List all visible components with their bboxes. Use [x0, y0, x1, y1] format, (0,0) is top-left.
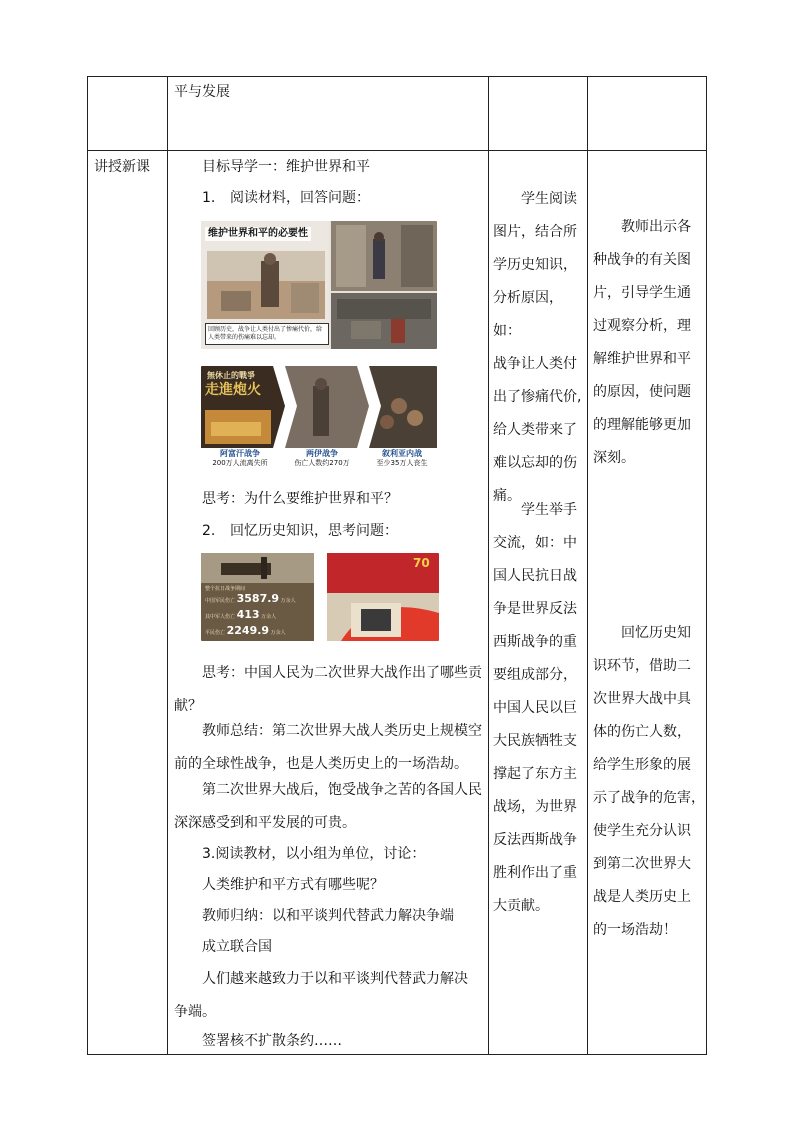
think-2-line-1: 思考：中国人民为二次世界大战作出了哪些贡: [202, 665, 482, 681]
teacher-1-line: 的原因，使问题: [593, 384, 691, 400]
stat-civilian-label: 平民伤亡: [205, 630, 226, 636]
student-2-line: 要组成部分，: [493, 667, 577, 683]
teacher-1-line: 片，引导学生通: [593, 285, 691, 301]
student-1-line: 分析原因，如：: [493, 290, 563, 339]
peace-negotiation-paragraph: [174, 963, 484, 1029]
war-photo-collage-1: [201, 221, 437, 349]
teacher-2-line: 给学生形象的展: [593, 757, 691, 773]
student-2-line: 战场，为世界: [493, 799, 577, 815]
item-2-text: 回忆历史知识，思考问题：: [230, 523, 398, 539]
student-1-line: 学历史知识，: [493, 257, 577, 273]
war-photo-collage-2: [201, 366, 437, 472]
war-label-afghanistan: [205, 449, 275, 468]
student-1-line: 学生阅读: [521, 191, 577, 207]
stat-line-civilian: [205, 625, 286, 639]
table-border-top: [87, 76, 707, 77]
item-2-number: 2.: [202, 523, 216, 539]
student-2-line: 交流，如：中: [493, 535, 577, 551]
table-row-divider: [87, 150, 707, 151]
stat-total-value: 3587.9: [236, 592, 280, 605]
row-label-new-lesson: 讲授新课: [94, 159, 150, 175]
stat-total-unit: 万余人: [280, 598, 296, 604]
teacher-2-line: 使学生充分认识: [593, 823, 691, 839]
student-1-line: 图片，结合所: [493, 224, 577, 240]
war-label-iran-iraq: [287, 449, 357, 468]
teacher-1-line: 教师出示各: [621, 219, 691, 235]
think-2-line-2: 献？: [174, 698, 202, 714]
stat-military-label: 其中军人伤亡: [205, 614, 236, 620]
summary-line-1: 教师总结：第二次世界大战人类历史上规模空: [202, 723, 482, 739]
table-border-bottom: [87, 1054, 707, 1055]
discussion-question: 人类维护和平方式有哪些呢？: [202, 877, 384, 893]
teacher-2-line: 到第二次世界大: [593, 856, 691, 872]
teacher-2-line: 体的伤亡人数，: [593, 724, 691, 740]
student-1-line: 战争让人类付: [493, 356, 577, 372]
poster-number: 70: [413, 556, 430, 570]
stat-military-value: 413: [236, 608, 260, 621]
stat-line-total: [205, 593, 296, 607]
student-1-line: 出了惨痛代价,: [493, 389, 582, 405]
table-border-right: [706, 76, 707, 1055]
student-2-line: 大民族牺牲支: [493, 733, 577, 749]
stat-military-unit: 万余人: [261, 614, 277, 620]
war-label-iran-iraq-sub: 伤亡人数约270万: [294, 459, 350, 467]
student-2-line: 反法西斯战争: [493, 832, 577, 848]
think-question-2: [174, 657, 484, 723]
war-label-afghanistan-sub: 200万人流离失所: [212, 459, 268, 467]
table-col-divider-2: [488, 76, 489, 1055]
collage-2-banner-2: 走進炮火: [205, 382, 261, 398]
collage-1-title: 维护世界和平的必要性: [205, 227, 311, 241]
stat-line-military: [205, 609, 276, 623]
collage-1-caption: 回顾历史，战争让人类付出了惨痛代价，给人类带来的伤痛难以忘却。: [205, 323, 329, 345]
collage-2-banner: 無休止的戰爭: [207, 371, 255, 380]
table-col-divider-1: [167, 76, 168, 1055]
student-2-line: 学生举手: [521, 502, 577, 518]
war-label-syria-title: 叙利亚内战: [382, 449, 422, 458]
teacher-1-line: 的理解能够更加: [593, 417, 691, 433]
teacher-intent-1: [593, 211, 705, 475]
teacher-2-line: 次世界大战中具: [593, 691, 691, 707]
teacher-2-line: 的一场浩劫！: [593, 922, 677, 938]
student-1-line: 给人类带来了: [493, 422, 577, 438]
post-war-line-1: 第二次世界大战后，饱受战争之苦的各国人民: [202, 782, 482, 798]
teacher-2-line: 回忆历史知: [621, 625, 691, 641]
stat-civilian-value: 2249.9: [226, 624, 270, 637]
student-2-line: 撑起了东方主: [493, 766, 577, 782]
peace-line-1: 人们越来越致力于以和平谈判代替武力解决: [202, 971, 468, 987]
student-2-line: 胜利作出了重: [493, 865, 577, 881]
student-2-line: 国人民抗日战: [493, 568, 577, 584]
stat-line-period: 整个抗日战争期间: [205, 586, 246, 592]
war-label-iran-iraq-title: 两伊战争: [306, 449, 338, 458]
teacher-intent-2: [593, 617, 705, 947]
establish-un: 成立联合国: [202, 939, 272, 955]
student-2-line: 西斯战争的重: [493, 634, 577, 650]
teacher-2-line: 示了战争的危害，: [593, 790, 705, 806]
summary-line-2: 前的全球性战争，也是人类历史上的一场浩劫。: [174, 756, 468, 772]
student-1-line: 痛。: [493, 488, 521, 504]
teacher-1-line: 深刻。: [593, 450, 635, 466]
post-war-line-2: 深深感受到和平发展的可贵。: [174, 815, 356, 831]
student-activity-1: [493, 183, 585, 513]
war-label-syria-sub: 至少35万人丧生: [376, 459, 428, 467]
war-label-afghanistan-title: 阿富汗战争: [220, 449, 260, 458]
item-1-number: 1.: [202, 190, 216, 206]
table-border-left: [87, 76, 88, 1055]
stat-total-label: 中国军民伤亡: [205, 598, 236, 604]
teacher-1-line: 解维护世界和平: [593, 351, 691, 367]
think-question-1: 思考：为什么要维护世界和平？: [202, 491, 398, 507]
topic-continuation: 平与发展: [174, 84, 230, 100]
student-1-line: 难以忘却的伤: [493, 455, 577, 471]
student-2-line: 争是世界反法: [493, 601, 577, 617]
peace-line-2: 争端。: [174, 1004, 216, 1020]
post-war-paragraph: [174, 774, 484, 840]
student-2-line: 大贡献。: [493, 898, 549, 914]
teacher-1-line: 种战争的有关图: [593, 252, 691, 268]
item-1-text: 阅读材料，回答问题：: [230, 190, 370, 206]
teacher-conclusion: 教师归纳：以和平谈判代替武力解决争端: [202, 908, 454, 924]
wwii-casualty-images: [201, 553, 439, 641]
teacher-2-line: 识环节，借助二: [593, 658, 691, 674]
student-2-line: 中国人民以巨: [493, 700, 577, 716]
section-heading: 目标导学一：维护世界和平: [202, 159, 370, 175]
student-activity-2: [493, 494, 585, 923]
teacher-summary: [174, 715, 484, 781]
item-3-instruction: 3.阅读教材，以小组为单位，讨论：: [202, 846, 426, 862]
npt-signing: 签署核不扩散条约……: [202, 1033, 342, 1049]
stat-civilian-unit: 万余人: [270, 630, 286, 636]
war-label-syria: [367, 449, 437, 468]
teacher-2-line: 战是人类历史上: [593, 889, 691, 905]
table-col-divider-3: [587, 76, 588, 1055]
teacher-1-line: 过观察分析，理: [593, 318, 691, 334]
